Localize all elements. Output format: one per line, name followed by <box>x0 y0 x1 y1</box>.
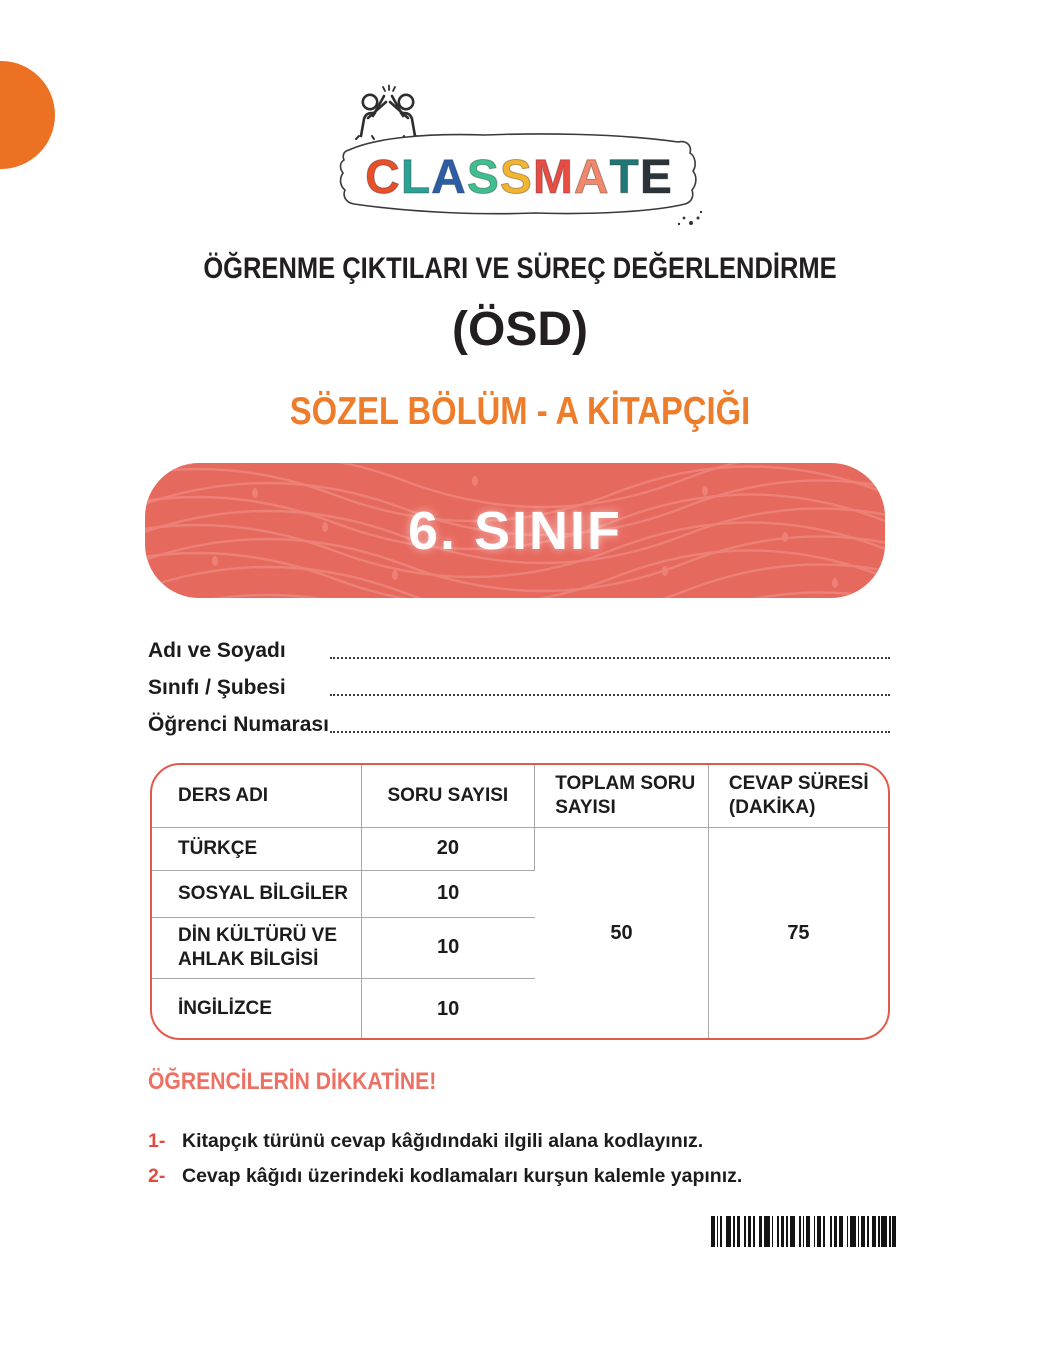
question-count-cell: 10 <box>436 997 460 1020</box>
barcode-bar <box>858 1216 860 1247</box>
barcode-bar <box>764 1216 770 1247</box>
classmate-logo <box>335 84 705 242</box>
student-info-form <box>148 628 890 739</box>
barcode-bar <box>786 1216 788 1247</box>
notice-heading: ÖĞRENCİLERİN DİKKATİNE! <box>148 1068 437 1095</box>
barcode-bar <box>753 1216 755 1247</box>
barcode-bar <box>717 1216 719 1247</box>
notice-item-text: Cevap kâğıdı üzerindeki kodlamaları kurşun kalemle yapınız. <box>182 1165 743 1187</box>
barcode-bar <box>772 1216 774 1247</box>
brand-letter: A <box>573 151 610 204</box>
column-header-answer-time: CEVAP SÜRESİ (DAKİKA) <box>708 765 888 827</box>
grade-label: 6. SINIF <box>407 500 623 561</box>
barcode-bar <box>733 1216 735 1247</box>
subject-cell: İNGİLİZCE <box>152 978 361 1040</box>
barcode-bar <box>850 1216 856 1247</box>
exam-info-table <box>152 765 888 1040</box>
barcode-bar <box>759 1216 763 1247</box>
barcode-bar <box>867 1216 869 1247</box>
barcode <box>711 1216 897 1247</box>
barcode-bar <box>744 1216 746 1247</box>
barcode-bar <box>781 1216 785 1247</box>
column-header-total-questions: TOPLAM SORU SAYISI <box>535 765 709 827</box>
barcode-bar <box>834 1216 838 1247</box>
grade-banner <box>145 463 885 598</box>
decorative-orange-circle <box>0 61 55 169</box>
answer-time-cell: 75 <box>787 922 810 945</box>
brand-letter: E <box>639 151 673 204</box>
notice-item-number: 1- <box>148 1130 166 1152</box>
name-field-label: Adı ve Soyadı <box>148 639 286 662</box>
barcode-bar <box>872 1216 876 1247</box>
barcode-bar <box>748 1216 752 1247</box>
class-field-label: Sınıfı / Şubesi <box>148 676 286 699</box>
barcode-bar <box>737 1216 741 1247</box>
barcode-bar <box>777 1216 779 1247</box>
barcode-bar <box>847 1216 849 1247</box>
barcode-bar <box>806 1216 810 1247</box>
barcode-bar <box>839 1216 843 1247</box>
barcode-bar <box>720 1216 722 1247</box>
brand-letter: A <box>431 151 467 204</box>
brand-wordmark <box>335 136 703 220</box>
column-header-subject: DERS ADI <box>152 765 361 827</box>
student-number-field-label: Öğrenci Numarası <box>148 713 329 736</box>
form-row-name <box>148 628 890 665</box>
notice-item <box>148 1130 703 1153</box>
barcode-bar <box>889 1216 891 1247</box>
barcode-bar <box>803 1216 805 1247</box>
barcode-bar <box>861 1216 865 1247</box>
notice-item <box>148 1165 742 1188</box>
barcode-bar <box>881 1216 887 1247</box>
barcode-bar <box>711 1216 715 1247</box>
barcode-bar <box>823 1216 825 1247</box>
table-row <box>152 827 888 870</box>
brand-letter: M <box>532 151 574 204</box>
page-title-abbreviation: (ÖSD) <box>452 303 588 356</box>
barcode-bar <box>799 1216 801 1247</box>
form-row-class <box>148 665 890 702</box>
question-count-cell: 20 <box>361 827 535 870</box>
brand-letter: C <box>365 151 401 204</box>
barcode-bar <box>790 1216 796 1247</box>
student-number-fill-line <box>330 731 890 733</box>
subject-cell: TÜRKÇE <box>152 827 361 870</box>
question-count-cell: 10 <box>361 870 535 917</box>
notice-item-number: 2- <box>148 1165 166 1187</box>
barcode-bar <box>726 1216 732 1247</box>
total-questions-cell: 50 <box>535 827 709 1040</box>
table-header-row <box>152 765 888 827</box>
question-count-cell: 10 <box>361 917 535 978</box>
subject-cell: SOSYAL BİLGİLER <box>152 870 361 917</box>
barcode-bar <box>814 1216 816 1247</box>
column-header-question-count: SORU SAYISI <box>361 765 535 827</box>
brand-letter: S <box>499 151 533 204</box>
barcode-bar <box>892 1216 896 1247</box>
brand-letter: L <box>400 151 432 204</box>
barcode-bar <box>817 1216 821 1247</box>
class-fill-line <box>330 694 890 696</box>
section-title: SÖZEL BÖLÜM - A KİTAPÇIĞI <box>289 390 751 433</box>
page-title: ÖĞRENME ÇIKTILARI VE SÜREÇ DEĞERLENDİRME <box>203 252 837 285</box>
brand-letter: S <box>466 151 500 204</box>
subject-cell: DİN KÜLTÜRÜ VE AHLAK BİLGİSİ <box>152 917 361 978</box>
barcode-bar <box>830 1216 832 1247</box>
brand-letter: T <box>609 151 640 204</box>
notice-item-text: Kitapçık türünü cevap kâğıdındaki ilgili alana kodlayınız. <box>182 1130 704 1152</box>
exam-info-table-wrapper <box>150 763 890 1040</box>
barcode-bar <box>878 1216 880 1247</box>
form-row-student-number <box>148 702 890 739</box>
name-fill-line <box>330 657 890 659</box>
